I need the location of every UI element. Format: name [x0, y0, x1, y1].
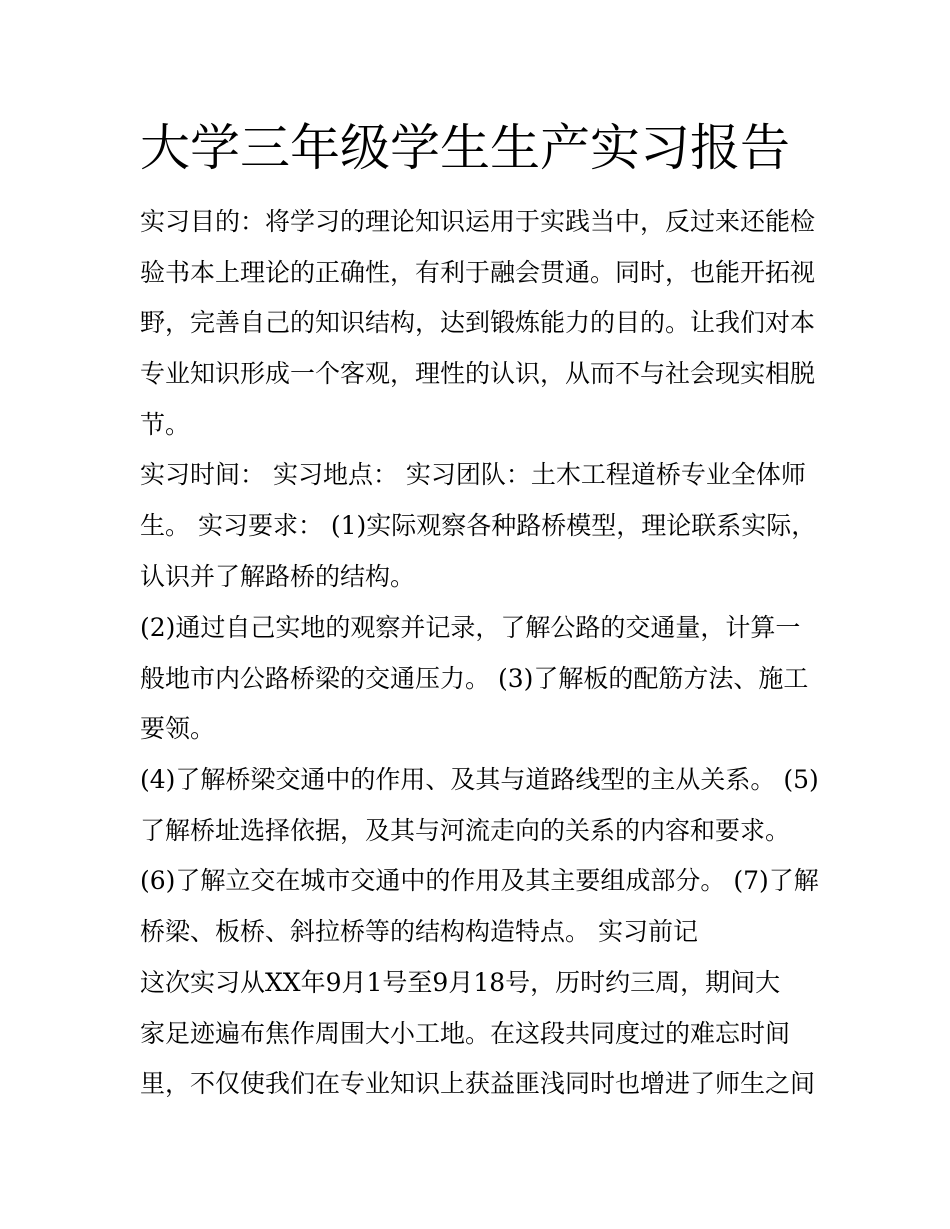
- text-line: (6)了解立交在城市交通中的作用及其主要组成部分。 (7)了解: [140, 866, 819, 895]
- text-line: 了解桥址选择依据，及其与河流走向的关系的内容和要求。: [140, 816, 791, 845]
- text-line: (2)通过自己实地的观察并记录，了解公路的交通量，计算一: [140, 613, 801, 642]
- text-line: 要领。: [140, 714, 216, 743]
- text-line: 般地市内公路桥梁的交通压力。 (3)了解板的配筋方法、施工: [140, 664, 809, 693]
- text-line: (4)了解桥梁交通中的作用、及其与道路线型的主从关系。 (5): [140, 765, 819, 794]
- text-line: 里，不仅使我们在专业知识上获益匪浅同时也增进了师生之间: [140, 1069, 816, 1098]
- text-line: 验书本上理论的正确性，有利于融会贯通。同时，也能开拓视: [140, 258, 816, 287]
- text-line: 野，完善自己的知识结构，达到锻炼能力的目的。让我们对本: [140, 308, 816, 337]
- text-line: 家足迹遍布焦作周围大小工地。在这段共同度过的难忘时间: [140, 1019, 791, 1048]
- text-line: 节。: [140, 410, 191, 439]
- text-line: 生。 实习要求： (1)实际观察各种路桥模型，理论联系实际，: [140, 511, 817, 540]
- text-line: 桥梁、板桥、斜拉桥等的结构构造特点。 实习前记: [140, 917, 698, 946]
- text-line: 认识并了解路桥的结构。: [140, 562, 416, 591]
- text-line: 实习目的：将学习的理论知识运用于实践当中，反过来还能检: [140, 207, 816, 236]
- text-line: 实习时间： 实习地点： 实习团队：土木工程道桥专业全体师: [140, 460, 806, 489]
- document-title: 大学三年级学生生产实习报告: [140, 119, 790, 177]
- text-line: 这次实习从XX年9月1号至9月18号，历时约三周，期间大: [140, 968, 781, 997]
- text-line: 专业知识形成一个客观，理性的认识，从而不与社会现实相脱: [140, 359, 816, 388]
